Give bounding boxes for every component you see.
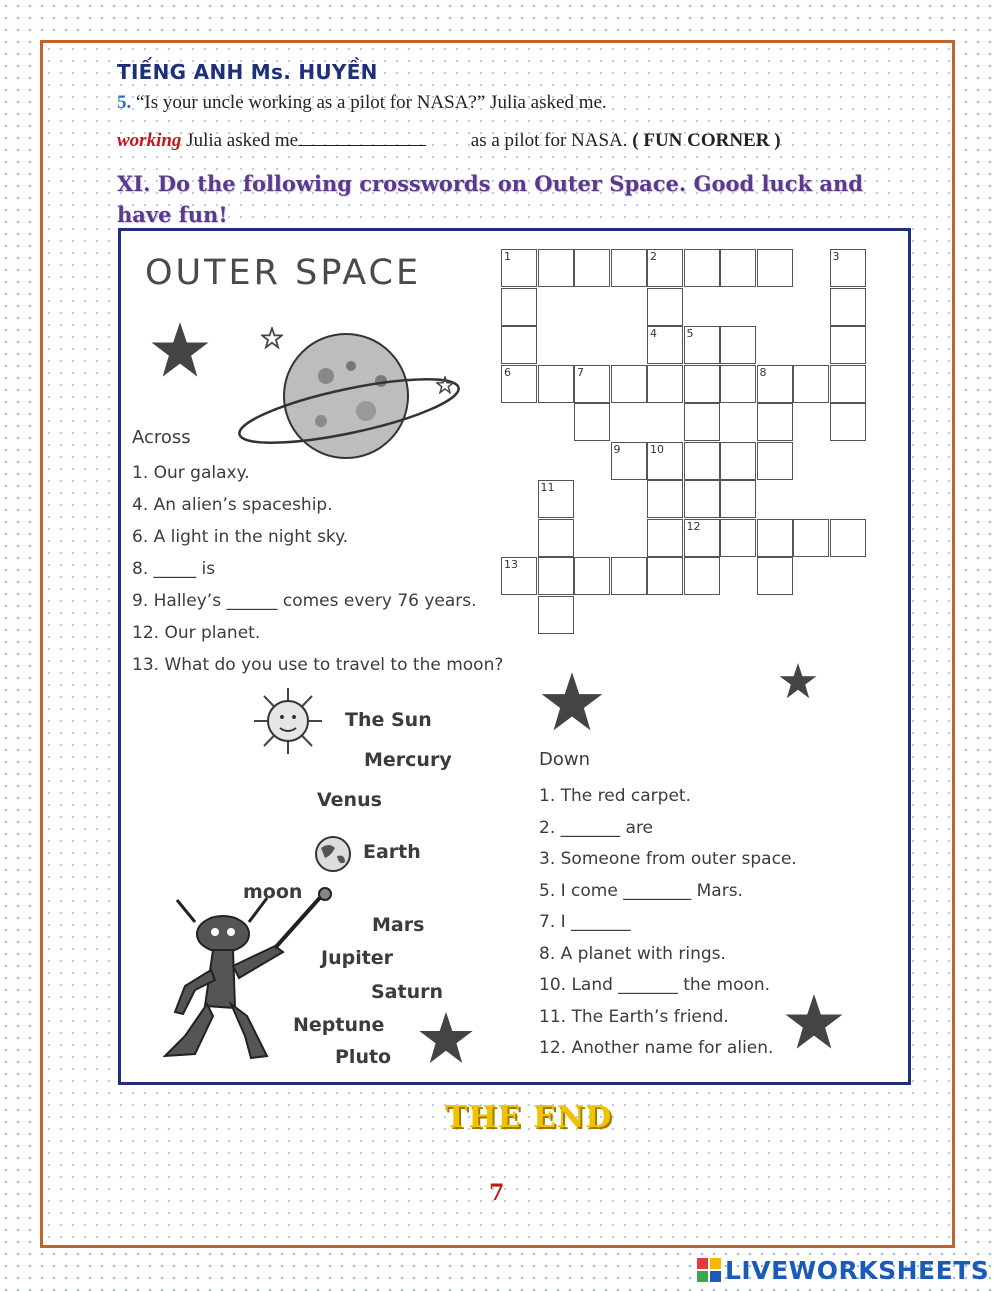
down-clue: 2. _______ are	[539, 817, 654, 838]
crossword-cell[interactable]	[538, 557, 574, 595]
liveworksheets-brand[interactable]	[697, 1254, 989, 1286]
crossword-cell[interactable]	[647, 288, 683, 326]
fun-corner-tag: ( FUN CORNER )	[632, 130, 781, 151]
question-5	[117, 92, 607, 114]
keyword: working	[117, 130, 182, 151]
crossword-cell[interactable]	[611, 557, 647, 595]
down-title: Down	[539, 749, 591, 770]
crossword-cell[interactable]	[830, 365, 866, 403]
crossword-cell[interactable]	[720, 480, 756, 518]
crossword-cell[interactable]	[574, 557, 610, 595]
crossword-cell[interactable]	[574, 403, 610, 441]
across-clue: 8. _____ is	[132, 559, 216, 579]
crossword-cell[interactable]	[684, 403, 720, 441]
crossword-cell[interactable]	[830, 288, 866, 326]
across-clues	[132, 457, 503, 681]
crossword-cell[interactable]	[538, 519, 574, 557]
down-clue: 8. A planet with rings.	[539, 943, 726, 964]
crossword-cell[interactable]	[757, 249, 793, 287]
crossword-puzzle	[118, 228, 911, 1085]
crossword-cell[interactable]	[647, 365, 683, 403]
crossword-cell[interactable]	[720, 365, 756, 403]
crossword-cell[interactable]	[720, 519, 756, 557]
crossword-cell[interactable]	[574, 249, 610, 287]
crossword-cell[interactable]	[757, 519, 793, 557]
small-star-icon	[261, 327, 283, 349]
cell-number: 13	[504, 558, 518, 571]
section-heading: XI. Do the following crosswords on Outer Space. Good luck and have fun!	[117, 171, 863, 227]
liveworksheets-logo-icon	[697, 1258, 721, 1282]
crossword-cell[interactable]	[611, 365, 647, 403]
question-5-rewrite	[117, 130, 781, 152]
down-clue: 1. The red carpet.	[539, 786, 691, 806]
moon-icon	[262, 849, 290, 879]
across-clue: 13. What do you use to travel to the moon?	[132, 655, 504, 675]
down-clue: 7. I _______	[539, 912, 631, 932]
down-clue: 10. Land _______ the moon.	[539, 975, 771, 995]
crossword-cell[interactable]	[647, 557, 683, 595]
crossword-cell[interactable]	[684, 365, 720, 403]
alien-illustration	[155, 886, 355, 1066]
crossword-cell[interactable]	[830, 519, 866, 557]
crossword-cell[interactable]	[501, 288, 537, 326]
word-the-sun: The Sun	[345, 709, 432, 731]
down-clue: 11. The Earth’s friend.	[539, 1006, 729, 1027]
crossword-cell[interactable]	[684, 442, 720, 480]
star-icon	[149, 319, 211, 381]
page-header: TIẾNG ANH Ms. HUYỀN	[117, 60, 378, 84]
down-clue: 12. Another name for alien.	[539, 1038, 774, 1058]
crossword-cell[interactable]	[757, 442, 793, 480]
the-end-title: THE END	[445, 1100, 613, 1135]
question-number: 5.	[117, 92, 132, 113]
cell-number: 10	[650, 442, 664, 456]
word-jupiter: Jupiter	[321, 947, 394, 969]
brand-name: LIVEWORKSHEETS	[725, 1255, 990, 1285]
cell-number: 5	[686, 327, 694, 340]
crossword-cell[interactable]	[538, 249, 574, 287]
star-icon	[417, 1009, 475, 1067]
across-clue: 4. An alien’s spaceship.	[132, 495, 333, 515]
puzzle-title: OUTER SPACE	[145, 253, 422, 293]
rewrite-start: Julia asked me	[186, 130, 299, 151]
word-moon: moon	[243, 881, 303, 903]
across-title: Across	[132, 427, 191, 448]
crossword-cell[interactable]	[647, 519, 683, 557]
word-venus: Venus	[317, 789, 382, 811]
crossword-cell[interactable]	[720, 249, 756, 287]
crossword-cell[interactable]	[830, 326, 866, 364]
crossword-cell[interactable]	[684, 249, 720, 287]
crossword-cell[interactable]	[684, 480, 720, 518]
down-clue: 3. Someone from outer space.	[539, 849, 797, 869]
cell-number: 12	[686, 519, 701, 533]
crossword-cell[interactable]	[793, 365, 829, 403]
star-icon	[769, 661, 827, 701]
crossword-cell[interactable]	[501, 326, 537, 364]
across-clue: 9. Halley’s ______ comes every 76 years.	[132, 591, 477, 611]
crossword-cell[interactable]	[647, 480, 683, 518]
question-sentence: “Is your uncle working as a pilot for NASA?” Julia asked me.	[136, 92, 607, 113]
sun-icon	[246, 686, 330, 756]
cell-number: 1	[504, 250, 511, 263]
cell-number: 3	[832, 250, 840, 263]
crossword-cell[interactable]	[720, 326, 756, 364]
word-earth: Earth	[363, 841, 421, 863]
cell-number: 9	[613, 442, 621, 456]
word-neptune: Neptune	[293, 1014, 385, 1036]
crossword-cell[interactable]	[611, 249, 647, 287]
crossword-cell[interactable]	[757, 557, 793, 595]
down-clues	[539, 781, 797, 1065]
answer-blank[interactable]	[298, 131, 426, 146]
crossword-cell[interactable]	[538, 365, 574, 403]
word-mercury: Mercury	[364, 749, 452, 771]
earth-icon	[313, 834, 353, 874]
crossword-cell[interactable]	[830, 403, 866, 441]
crossword-cell[interactable]	[538, 596, 574, 634]
cell-number: 4	[650, 327, 657, 340]
crossword-cell[interactable]	[720, 442, 756, 480]
cell-number: 11	[540, 481, 555, 494]
cell-number: 6	[504, 365, 511, 379]
across-clue: 12. Our planet.	[132, 623, 261, 643]
rewrite-end: as a pilot for NASA.	[470, 130, 628, 151]
cell-number: 2	[650, 250, 657, 263]
cell-number: 7	[577, 365, 584, 379]
word-mars: Mars	[372, 914, 425, 936]
crossword-cell[interactable]	[684, 557, 720, 595]
page-number: 7	[489, 1180, 505, 1206]
down-clue: 5. I come ________ Mars.	[539, 880, 743, 901]
star-icon	[539, 669, 605, 735]
across-clue: 1. Our galaxy.	[132, 463, 250, 483]
small-star-icon	[436, 376, 454, 394]
crossword-cell[interactable]	[793, 519, 829, 557]
cell-number: 8	[759, 365, 767, 379]
crossword-cell[interactable]	[757, 403, 793, 441]
word-pluto: Pluto	[335, 1046, 392, 1068]
word-saturn: Saturn	[371, 981, 444, 1003]
across-clue: 6. A light in the night sky.	[132, 527, 349, 547]
